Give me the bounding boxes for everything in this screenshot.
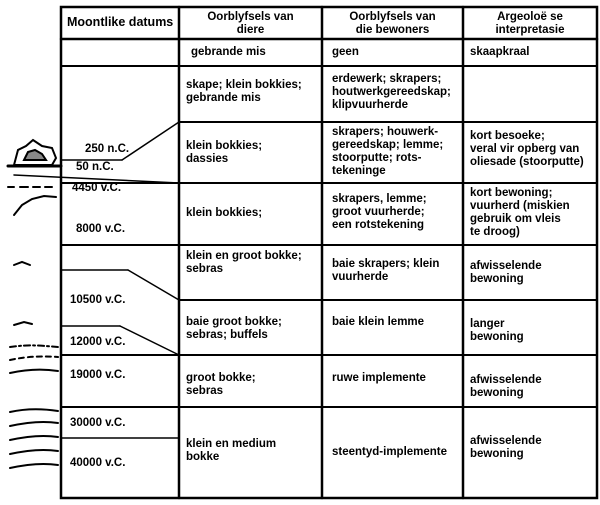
cell-animals: klein bokkies; dassies [186, 140, 263, 165]
cell-interpretation: langer bewoning [470, 318, 524, 343]
cell-interpretation: afwisselende bewoning [470, 374, 542, 399]
cell-residents: steentyd-implemente [332, 446, 448, 458]
date-label: 50 n.C. [76, 161, 114, 173]
cell-interpretation: skaapkraal [470, 46, 530, 58]
date-label: 4450 v.C. [72, 182, 122, 194]
cell-animals: klein bokkies; [186, 207, 263, 219]
cell-residents: skrapers, lemme; groot vuurherde; een rotstekening [332, 193, 427, 231]
cell-interpretation: afwisselende bewoning [470, 260, 542, 285]
header-dates: Moontlike datums [67, 15, 174, 29]
date-label: 19000 v.C. [70, 369, 126, 381]
connector-line [128, 270, 179, 300]
cell-animals: klein en groot bokke; sebras [186, 250, 302, 275]
table-border [61, 7, 597, 498]
strata-profile [8, 140, 61, 468]
date-label: 12000 v.C. [70, 336, 126, 348]
header-interpretation: Argeoloë se interpretasie [495, 11, 565, 36]
cell-residents: ruwe implemente [332, 372, 426, 384]
cell-residents: erdewerk; skrapers; houtwerkgereedskap; klipvuurherde [332, 73, 451, 111]
cell-interpretation: kort besoeke; veral vir opberg van oliesade (stoorputte) [470, 130, 584, 168]
date-label: 30000 v.C. [70, 417, 126, 429]
cell-animals: groot bokke; sebras [186, 372, 256, 397]
connector-line [122, 122, 179, 160]
cell-animals: klein en medium bokke [186, 438, 277, 463]
cell-animals: gebrande mis [191, 46, 266, 58]
cell-residents: geen [332, 46, 359, 58]
date-label: 8000 v.C. [76, 223, 126, 235]
cell-residents: baie skrapers; klein vuurherde [332, 258, 440, 283]
cell-interpretation: afwisselende bewoning [470, 435, 542, 460]
cell-animals: baie groot bokke; sebras; buffels [186, 316, 282, 341]
connector-line [120, 326, 179, 355]
date-label: 40000 v.C. [70, 457, 126, 469]
date-label: 10500 v.C. [70, 294, 126, 306]
cell-interpretation: kort bewoning; vuurherd (miskien gebruik om vleis te droog) [470, 187, 570, 238]
date-label: 250 n.C. [85, 143, 130, 155]
cell-animals: skape; klein bokkies; gebrande mis [186, 79, 302, 104]
cell-residents: baie klein lemme [332, 316, 425, 328]
cell-residents: skrapers; houwerk- gereedskap; lemme; stoorputte; rots- tekeninge [332, 126, 444, 177]
header-animals: Oorblyfsels van diere [207, 11, 294, 36]
header-residents: Oorblyfsels van die bewoners [349, 11, 436, 36]
